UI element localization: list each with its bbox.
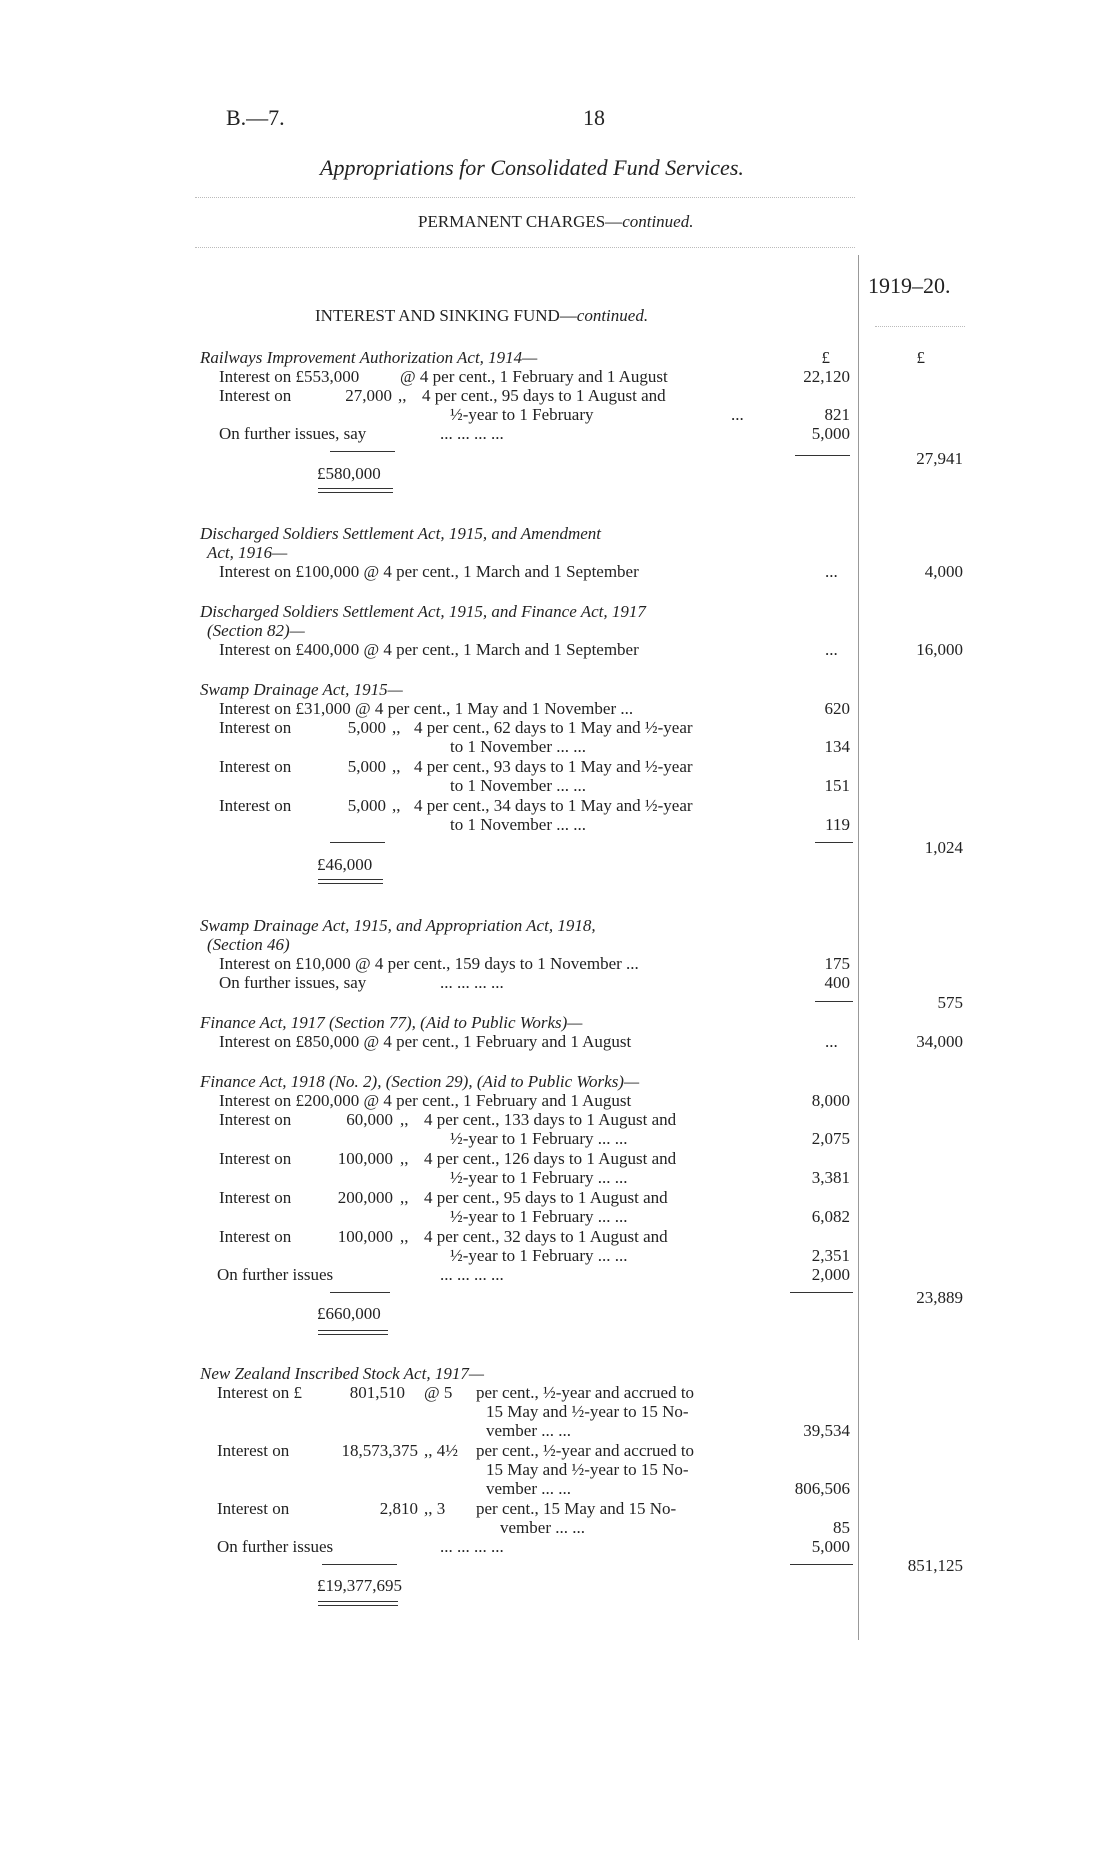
- fin1918-principal-rule: [330, 1292, 390, 1293]
- fin1918-value1: 8,000: [811, 1091, 850, 1110]
- swamp2-total: 575: [937, 993, 963, 1012]
- swamp-principal-rule: [330, 842, 385, 843]
- fin1918-line1: Interest on £200,000 @ 4 per cent., 1 February and 1 August: [219, 1091, 632, 1110]
- swamp-value4: 119: [825, 815, 850, 834]
- swamp2-line2a: On further issues, say: [219, 973, 367, 992]
- dsa1-title2: Act, 1916—: [207, 543, 288, 562]
- year-heading: 1919–20.: [868, 273, 951, 298]
- fin1917-total: 34,000: [916, 1032, 963, 1051]
- railways-line2b: 4 per cent., 95 days to 1 August and: [422, 386, 666, 405]
- railways-line1b: @ 4 per cent., 1 February and 1 August: [400, 367, 668, 386]
- swamp-principal-total: £46,000: [317, 855, 373, 874]
- railways-double-rule: [318, 488, 393, 493]
- nzis-line2a: Interest on: [217, 1441, 290, 1460]
- page-ref: B.—7.: [226, 105, 285, 130]
- railways-value2: 821: [824, 405, 850, 424]
- fin1917-line1: Interest on £850,000 @ 4 per cent., 1 February and 1 August: [219, 1032, 632, 1051]
- dsa2-dots: ...: [825, 640, 838, 659]
- railways-line2d: ...: [731, 405, 744, 424]
- fin1918-value2: 2,075: [811, 1129, 850, 1148]
- fin1918-principal-total: £660,000: [317, 1304, 381, 1323]
- fin1918-line5c: ½-year to 1 February ... ...: [450, 1246, 628, 1265]
- swamp-line4b: 4 per cent., 34 days to 1 May and ½-year: [414, 796, 693, 815]
- railways-principal-total: £580,000: [317, 464, 381, 483]
- railways-total: 27,941: [916, 449, 963, 468]
- nzis-line3a: Interest on: [217, 1499, 290, 1518]
- currency-col2: £: [916, 348, 925, 367]
- nzis-line2b: per cent., ½-year and accrued to: [476, 1441, 695, 1460]
- nzis-line1n: 801,510: [349, 1383, 405, 1402]
- swamp-line4n: 5,000: [347, 796, 386, 815]
- nzis-line2n: 18,573,375: [341, 1441, 418, 1460]
- fin1918-line3c: ½-year to 1 February ... ...: [450, 1168, 628, 1187]
- swamp-sum-rule: [815, 842, 853, 843]
- fin1918-sum-rule: [790, 1292, 853, 1293]
- fin1918-line4q: ,,: [400, 1188, 409, 1207]
- nzis-line4d: ... ... ... ...: [440, 1537, 504, 1556]
- nzis-line2d: vember ... ...: [486, 1479, 571, 1498]
- dsa2-line1: Interest on £400,000 @ 4 per cent., 1 March and 1 September: [219, 640, 639, 659]
- nzis-line2q: ,, 4½: [424, 1441, 458, 1460]
- swamp2-value2: 400: [824, 973, 850, 992]
- nzis-line2c: 15 May and ½-year to 15 No-: [486, 1460, 689, 1479]
- fin1918-line4c: ½-year to 1 February ... ...: [450, 1207, 628, 1226]
- swamp-line2c: to 1 November ... ...: [450, 737, 586, 756]
- railways-line1a: Interest on £553,000: [219, 367, 360, 386]
- railways-title: Railways Improvement Authorization Act, 1914—: [200, 348, 538, 367]
- swamp-double-rule: [318, 879, 383, 884]
- swamp-line3b: 4 per cent., 93 days to 1 May and ½-year: [414, 757, 693, 776]
- swamp-line1: Interest on £31,000 @ 4 per cent., 1 May and 1 November ...: [219, 699, 634, 718]
- railways-line3d: ... ... ... ...: [440, 424, 504, 443]
- page-number: 18: [583, 105, 605, 130]
- nzis-line1d: vember ... ...: [486, 1421, 571, 1440]
- fin1918-line2q: ,,: [400, 1110, 409, 1129]
- nzis-line1a: Interest on £: [217, 1383, 302, 1402]
- fin1918-title: Finance Act, 1918 (No. 2), (Section 29), (Aid to Public Works)—: [200, 1072, 640, 1091]
- fin1918-line5n: 100,000: [337, 1227, 393, 1246]
- dsa2-title1: Discharged Soldiers Settlement Act, 1915, and Finance Act, 1917: [200, 602, 646, 621]
- railways-line3a: On further issues, say: [219, 424, 367, 443]
- swamp2-sum-rule: [815, 1001, 853, 1002]
- swamp2-title2: (Section 46): [207, 935, 290, 954]
- nzis-line4a: On further issues: [217, 1537, 334, 1556]
- fin1918-line2n: 60,000: [346, 1110, 393, 1129]
- railways-value1: 22,120: [803, 367, 850, 386]
- page-subtitle: PERMANENT CHARGES—continued.: [418, 212, 694, 231]
- page-title: Appropriations for Consolidated Fund Services.: [320, 155, 744, 180]
- swamp2-title1: Swamp Drainage Act, 1915, and Appropriation Act, 1918,: [200, 916, 596, 935]
- railways-line2c: ½-year to 1 February: [450, 405, 594, 424]
- fin1918-line4a: Interest on: [219, 1188, 292, 1207]
- swamp2-value1: 175: [824, 954, 850, 973]
- nzis-sum-rule: [790, 1564, 853, 1565]
- railways-sum-rule: [795, 455, 850, 456]
- nzis-value2: 806,506: [794, 1479, 850, 1498]
- swamp2-line1: Interest on £10,000 @ 4 per cent., 159 days to 1 November ...: [219, 954, 639, 973]
- nzis-double-rule: [318, 1601, 398, 1606]
- swamp-value3: 151: [824, 776, 850, 795]
- nzis-title: New Zealand Inscribed Stock Act, 1917—: [200, 1364, 484, 1383]
- year-rule: [875, 326, 965, 327]
- railways-line2a: Interest on: [219, 386, 292, 405]
- fin1918-double-rule: [318, 1330, 388, 1335]
- nzis-principal-total: £19,377,695: [317, 1576, 402, 1595]
- column-divider: [858, 255, 859, 1640]
- nzis-line3c: vember ... ...: [500, 1518, 585, 1537]
- railways-line2n: 27,000: [345, 386, 392, 405]
- nzis-value3: 85: [833, 1518, 850, 1537]
- nzis-line3n: 2,810: [379, 1499, 418, 1518]
- section-heading: INTEREST AND SINKING FUND—continued.: [315, 306, 649, 325]
- fin1918-line3b: 4 per cent., 126 days to 1 August and: [424, 1149, 677, 1168]
- dsa2-title2: (Section 82)—: [207, 621, 305, 640]
- fin1918-line2c: ½-year to 1 February ... ...: [450, 1129, 628, 1148]
- nzis-line1q: @ 5: [424, 1383, 453, 1402]
- fin1918-line5b: 4 per cent., 32 days to 1 August and: [424, 1227, 668, 1246]
- currency-col1: £: [821, 348, 830, 367]
- swamp-value1: 620: [824, 699, 850, 718]
- swamp-line2q: ,,: [392, 718, 401, 737]
- dsa1-total: 4,000: [924, 562, 963, 581]
- fin1918-line4n: 200,000: [337, 1188, 393, 1207]
- dsa1-title1: Discharged Soldiers Settlement Act, 1915, and Amendment: [200, 524, 602, 543]
- dsa1-line1: Interest on £100,000 @ 4 per cent., 1 March and 1 September: [219, 562, 639, 581]
- fin1918-line5q: ,,: [400, 1227, 409, 1246]
- swamp-line4c: to 1 November ... ...: [450, 815, 586, 834]
- swamp-line4a: Interest on: [219, 796, 292, 815]
- railways-line2q: ,,: [398, 386, 407, 405]
- header-rule: [195, 197, 855, 198]
- swamp-line3c: to 1 November ... ...: [450, 776, 586, 795]
- subtitle-rule: [195, 247, 855, 248]
- swamp-title: Swamp Drainage Act, 1915—: [200, 680, 403, 699]
- nzis-principal-rule: [322, 1564, 397, 1565]
- swamp2-line2d: ... ... ... ...: [440, 973, 504, 992]
- nzis-value4: 5,000: [811, 1537, 850, 1556]
- fin1918-value4: 6,082: [811, 1207, 850, 1226]
- fin1917-dots: ...: [825, 1032, 838, 1051]
- dsa1-dots: ...: [825, 562, 838, 581]
- fin1918-total: 23,889: [916, 1288, 963, 1307]
- fin1918-line3a: Interest on: [219, 1149, 292, 1168]
- dsa2-total: 16,000: [916, 640, 963, 659]
- fin1918-line5a: Interest on: [219, 1227, 292, 1246]
- swamp-line2n: 5,000: [347, 718, 386, 737]
- swamp-value2: 134: [824, 737, 850, 756]
- railways-value3: 5,000: [811, 424, 850, 443]
- swamp-line2a: Interest on: [219, 718, 292, 737]
- fin1918-line6a: On further issues: [217, 1265, 334, 1284]
- fin1918-line2b: 4 per cent., 133 days to 1 August and: [424, 1110, 677, 1129]
- fin1918-line2a: Interest on: [219, 1110, 292, 1129]
- swamp-line3n: 5,000: [347, 757, 386, 776]
- nzis-line1b: per cent., ½-year and accrued to: [476, 1383, 695, 1402]
- nzis-line3q: ,, 3: [424, 1499, 446, 1518]
- nzis-line1c: 15 May and ½-year to 15 No-: [486, 1402, 689, 1421]
- fin1918-line4b: 4 per cent., 95 days to 1 August and: [424, 1188, 668, 1207]
- fin1918-line6d: ... ... ... ...: [440, 1265, 504, 1284]
- railways-principal-rule: [330, 451, 395, 452]
- fin1918-value6: 2,000: [811, 1265, 850, 1284]
- swamp-line3q: ,,: [392, 757, 401, 776]
- fin1918-value3: 3,381: [811, 1168, 850, 1187]
- swamp-line4q: ,,: [392, 796, 401, 815]
- swamp-line3a: Interest on: [219, 757, 292, 776]
- fin1918-line3q: ,,: [400, 1149, 409, 1168]
- swamp-total: 1,024: [924, 838, 963, 857]
- fin1917-title: Finance Act, 1917 (Section 77), (Aid to Public Works)—: [200, 1013, 583, 1032]
- swamp-line2b: 4 per cent., 62 days to 1 May and ½-year: [414, 718, 693, 737]
- nzis-total: 851,125: [907, 1556, 963, 1575]
- fin1918-line3n: 100,000: [337, 1149, 393, 1168]
- fin1918-value5: 2,351: [811, 1246, 850, 1265]
- nzis-line3b: per cent., 15 May and 15 No-: [476, 1499, 677, 1518]
- nzis-value1: 39,534: [803, 1421, 850, 1440]
